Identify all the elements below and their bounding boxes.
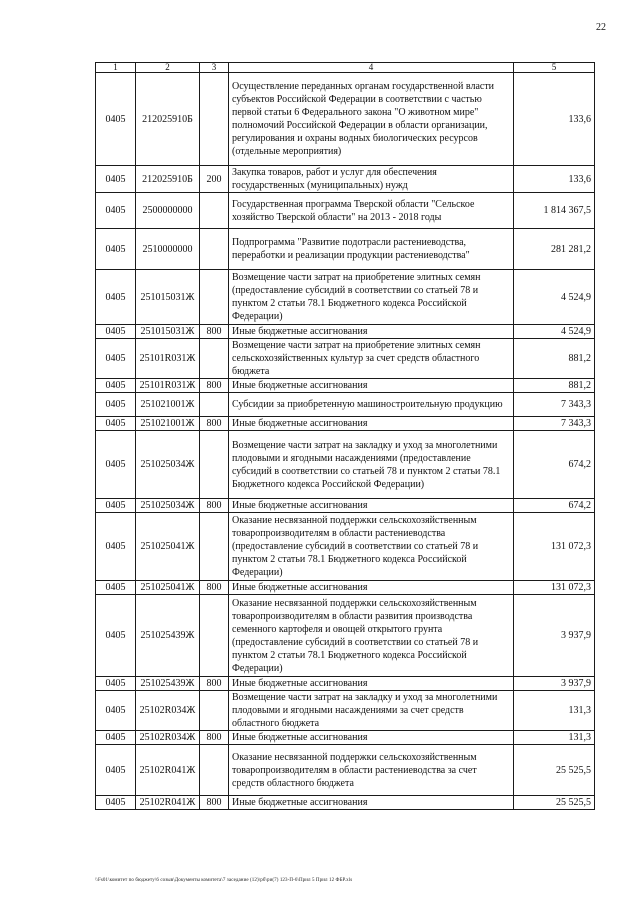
expense-type-code xyxy=(200,393,229,417)
expense-type-code xyxy=(200,745,229,796)
amount: 1 814 367,5 xyxy=(514,193,595,229)
target-article-code: 212025910Б xyxy=(136,166,200,193)
table-row xyxy=(96,677,595,691)
target-article-code: 25102R041Ж xyxy=(136,796,200,810)
item-name: Осуществление переданных органам государственной власти субъектов Российской Федерации в соответствии с частью первой статьи 6 Федерального закона "О животном мире" полномочий Российской Федерации в области организации, регулирования и охраны водных биологических ресурсов (отдельные мероприятия) xyxy=(229,73,514,166)
section-code: 0405 xyxy=(96,745,136,796)
amount: 133,6 xyxy=(514,166,595,193)
section-code: 0405 xyxy=(96,166,136,193)
expense-type-code xyxy=(200,229,229,270)
target-article-code: 251021001Ж xyxy=(136,417,200,431)
target-article-code: 251025034Ж xyxy=(136,431,200,499)
target-article-code: 251025041Ж xyxy=(136,581,200,595)
item-name: Иные бюджетные ассигнования xyxy=(229,731,514,745)
target-article-code: 212025910Б xyxy=(136,73,200,166)
target-article-code: 251015031Ж xyxy=(136,325,200,339)
section-code: 0405 xyxy=(96,393,136,417)
section-code: 0405 xyxy=(96,270,136,325)
column-header: 5 xyxy=(514,63,595,73)
amount: 7 343,3 xyxy=(514,393,595,417)
target-article-code: 25101R031Ж xyxy=(136,339,200,379)
table-row xyxy=(96,73,595,166)
table-row xyxy=(96,229,595,270)
section-code: 0405 xyxy=(96,339,136,379)
target-article-code: 25102R034Ж xyxy=(136,731,200,745)
item-name: Иные бюджетные ассигнования xyxy=(229,796,514,810)
item-name: Оказание несвязанной поддержки сельскохозяйственным товаропроизводителям в области развития производства семенного картофеля и овощей открытого грунта (предоставление субсидий в соответствии со статьей 78 и пунктом 2 статьи 78.1 Бюджетного кодекса Российской Федерации) xyxy=(229,595,514,677)
table-row xyxy=(96,393,595,417)
amount: 881,2 xyxy=(514,379,595,393)
item-name: Закупка товаров, работ и услуг для обеспечения государственных (муниципальных) нужд xyxy=(229,166,514,193)
table-row xyxy=(96,513,595,581)
amount: 131 072,3 xyxy=(514,513,595,581)
column-header: 1 xyxy=(96,63,136,73)
footer-file-path: \\Fs01\комитет по бюджету\6 созыв\Документы комитета\7 заседание (12)\рб\ри(7) 123-П-6\Прил 5 Прил 12 ФБР.xls xyxy=(95,878,353,883)
amount: 281 281,2 xyxy=(514,229,595,270)
section-code: 0405 xyxy=(96,73,136,166)
target-article-code: 2510000000 xyxy=(136,229,200,270)
table-row xyxy=(96,417,595,431)
amount: 131,3 xyxy=(514,691,595,731)
target-article-code: 251025041Ж xyxy=(136,513,200,581)
expense-type-code xyxy=(200,193,229,229)
section-code: 0405 xyxy=(96,691,136,731)
table-row xyxy=(96,166,595,193)
expense-type-code xyxy=(200,270,229,325)
table-row xyxy=(96,339,595,379)
amount: 674,2 xyxy=(514,499,595,513)
target-article-code: 251015031Ж xyxy=(136,270,200,325)
expense-type-code: 800 xyxy=(200,417,229,431)
item-name: Возмещение части затрат на закладку и уход за многолетними плодовыми и ягодными насаждениями за счет средств областного бюджета xyxy=(229,691,514,731)
table-row xyxy=(96,325,595,339)
expense-type-code xyxy=(200,431,229,499)
table-row xyxy=(96,595,595,677)
section-code: 0405 xyxy=(96,499,136,513)
expense-type-code: 800 xyxy=(200,677,229,691)
target-article-code: 25101R031Ж xyxy=(136,379,200,393)
section-code: 0405 xyxy=(96,595,136,677)
column-header: 3 xyxy=(200,63,229,73)
item-name: Возмещение части затрат на закладку и уход за многолетними плодовыми и ягодными насаждениями (предоставление субсидий в соответствии со статьей 78 и пунктом 2 статьи 78.1 Бюджетного кодекса Российской Федерации) xyxy=(229,431,514,499)
expense-type-code xyxy=(200,339,229,379)
amount: 7 343,3 xyxy=(514,417,595,431)
amount: 881,2 xyxy=(514,339,595,379)
table-row xyxy=(96,193,595,229)
item-name: Иные бюджетные ассигнования xyxy=(229,677,514,691)
amount: 674,2 xyxy=(514,431,595,499)
target-article-code: 251025439Ж xyxy=(136,595,200,677)
item-name: Иные бюджетные ассигнования xyxy=(229,499,514,513)
table-row xyxy=(96,379,595,393)
amount: 3 937,9 xyxy=(514,595,595,677)
section-code: 0405 xyxy=(96,325,136,339)
target-article-code: 2500000000 xyxy=(136,193,200,229)
table-row xyxy=(96,431,595,499)
section-code: 0405 xyxy=(96,193,136,229)
expense-type-code: 800 xyxy=(200,379,229,393)
target-article-code: 25102R041Ж xyxy=(136,745,200,796)
item-name: Оказание несвязанной поддержки сельскохозяйственным товаропроизводителям в области растениеводства за счет средств областного бюджета xyxy=(229,745,514,796)
expense-type-code: 800 xyxy=(200,499,229,513)
table-row xyxy=(96,581,595,595)
amount: 131 072,3 xyxy=(514,581,595,595)
table-row xyxy=(96,796,595,810)
section-code: 0405 xyxy=(96,229,136,270)
section-code: 0405 xyxy=(96,513,136,581)
column-header: 4 xyxy=(229,63,514,73)
table-row xyxy=(96,691,595,731)
amount: 25 525,5 xyxy=(514,745,595,796)
expense-type-code: 800 xyxy=(200,796,229,810)
item-name: Подпрограмма "Развитие подотрасли растениеводства, переработки и реализации продукции растениеводства" xyxy=(229,229,514,270)
target-article-code: 251021001Ж xyxy=(136,393,200,417)
section-code: 0405 xyxy=(96,379,136,393)
item-name: Оказание несвязанной поддержки сельскохозяйственным товаропроизводителям в области растениеводства (предоставление субсидий в соответствии со статьей 78 и пунктом 2 статьи 78.1 Бюджетного кодекса Российской Федерации) xyxy=(229,513,514,581)
amount: 25 525,5 xyxy=(514,796,595,810)
amount: 131,3 xyxy=(514,731,595,745)
item-name: Возмещение части затрат на приобретение элитных семян (предоставление субсидий в соответствии со статьей 78 и пунктом 2 статьи 78.1 Бюджетного кодекса Российской Федерации) xyxy=(229,270,514,325)
amount: 3 937,9 xyxy=(514,677,595,691)
section-code: 0405 xyxy=(96,431,136,499)
target-article-code: 251025034Ж xyxy=(136,499,200,513)
target-article-code: 25102R034Ж xyxy=(136,691,200,731)
expense-type-code xyxy=(200,73,229,166)
amount: 4 524,9 xyxy=(514,325,595,339)
table-body xyxy=(96,73,595,810)
column-number-row xyxy=(96,63,595,73)
item-name: Субсидии за приобретенную машиностроительную продукцию xyxy=(229,393,514,417)
expense-type-code: 200 xyxy=(200,166,229,193)
expense-type-code xyxy=(200,595,229,677)
table-row xyxy=(96,270,595,325)
item-name: Государственная программа Тверской области "Сельское хозяйство Тверской области" на 2013 - 2018 годы xyxy=(229,193,514,229)
expense-type-code xyxy=(200,513,229,581)
item-name: Иные бюджетные ассигнования xyxy=(229,417,514,431)
section-code: 0405 xyxy=(96,581,136,595)
expense-type-code xyxy=(200,691,229,731)
amount: 4 524,9 xyxy=(514,270,595,325)
section-code: 0405 xyxy=(96,796,136,810)
column-header: 2 xyxy=(136,63,200,73)
table-row xyxy=(96,745,595,796)
target-article-code: 251025439Ж xyxy=(136,677,200,691)
item-name: Возмещение части затрат на приобретение элитных семян сельскохозяйственных культур за счет средств областного бюджета xyxy=(229,339,514,379)
section-code: 0405 xyxy=(96,731,136,745)
budget-table xyxy=(95,62,595,810)
item-name: Иные бюджетные ассигнования xyxy=(229,581,514,595)
item-name: Иные бюджетные ассигнования xyxy=(229,379,514,393)
section-code: 0405 xyxy=(96,417,136,431)
table-row xyxy=(96,499,595,513)
expense-type-code: 800 xyxy=(200,581,229,595)
table-row xyxy=(96,731,595,745)
amount: 133,6 xyxy=(514,73,595,166)
section-code: 0405 xyxy=(96,677,136,691)
expense-type-code: 800 xyxy=(200,325,229,339)
item-name: Иные бюджетные ассигнования xyxy=(229,325,514,339)
expense-type-code: 800 xyxy=(200,731,229,745)
page-number: 22 xyxy=(596,22,606,33)
